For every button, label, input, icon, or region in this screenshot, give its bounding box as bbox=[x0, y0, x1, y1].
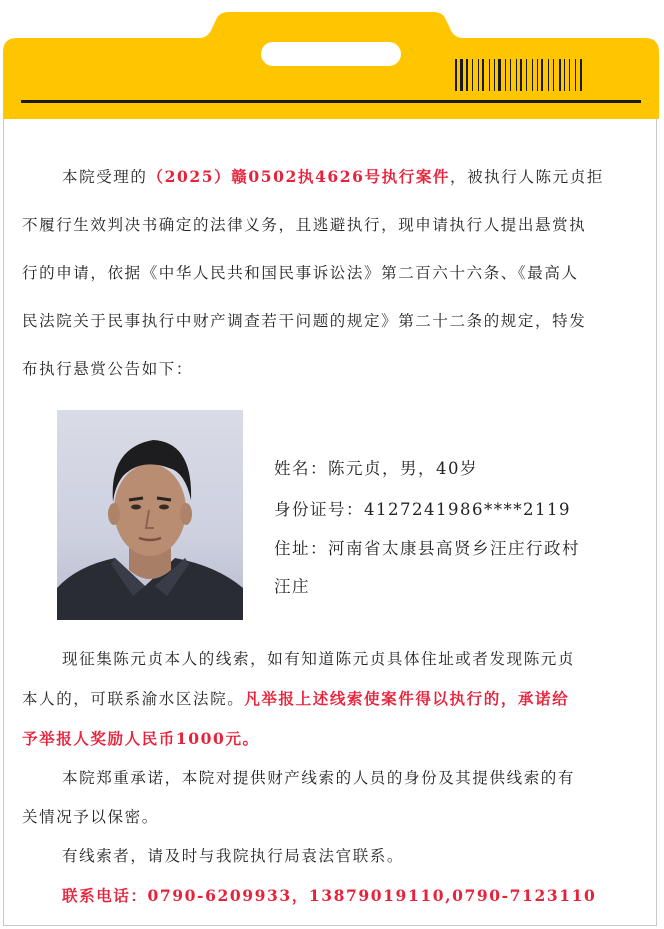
privacy-paragraph bbox=[22, 759, 638, 837]
intro-line-5: 布执行悬赏公告如下： bbox=[22, 360, 194, 378]
case-number: （2025）赣0502执4626号执行案件 bbox=[147, 167, 451, 186]
clue-line-1: 现征集陈元贞本人的线索，如有知道陈元贞具体住址或者发现陈元贞 bbox=[62, 650, 576, 668]
header-divider bbox=[21, 100, 641, 103]
intro-line-2: 不履行生效判决书确定的法律义务，且逃避执行，现申请执行人提出悬赏执 bbox=[22, 216, 587, 234]
badge-slot bbox=[261, 42, 401, 66]
reward-text-2: 予举报人奖励人民币1000元。 bbox=[22, 729, 260, 748]
intro-paragraph bbox=[22, 153, 638, 393]
person-address-line-2: 汪庄 bbox=[274, 577, 310, 596]
privacy-line-2: 关情况予以保密。 bbox=[22, 808, 159, 826]
person-photo bbox=[57, 410, 243, 620]
privacy-line-1: 本院郑重承诺，本院对提供财产线索的人员的身份及其提供线索的有 bbox=[62, 769, 576, 787]
contact-paragraph bbox=[22, 837, 638, 915]
barcode-icon bbox=[455, 59, 637, 91]
clue-line-2: 本人的，可联系渝水区法院。凡举报上述线索使案件得以执行的，承诺给 bbox=[22, 689, 570, 708]
clue-paragraph bbox=[22, 640, 638, 758]
intro-line-4: 民法院关于民事执行中财产调查若干问题的规定》第二十二条的规定，特发 bbox=[22, 312, 587, 330]
reward-text: 凡举报上述线索使案件得以执行的，承诺给 bbox=[244, 689, 570, 708]
contact-phone: 联系电话：0790-6209933，13879019110,0790-7123110 bbox=[62, 886, 597, 905]
person-id-line: 身份证号：4127241986****2119 bbox=[274, 500, 571, 519]
contact-instruction: 有线索者，请及时与我院执行局袁法官联系。 bbox=[62, 847, 405, 865]
intro-line-1: 本院受理的（2025）赣0502执4626号执行案件，被执行人陈元贞拒 bbox=[62, 167, 604, 186]
person-address-line: 住址：河南省太康县高贤乡汪庄行政村 bbox=[274, 539, 580, 558]
person-name-line: 姓名：陈元贞，男，40岁 bbox=[274, 459, 478, 478]
intro-line-3: 行的申请，依据《中华人民共和国民事诉讼法》第二百六十六条、《最高人 bbox=[22, 264, 579, 282]
